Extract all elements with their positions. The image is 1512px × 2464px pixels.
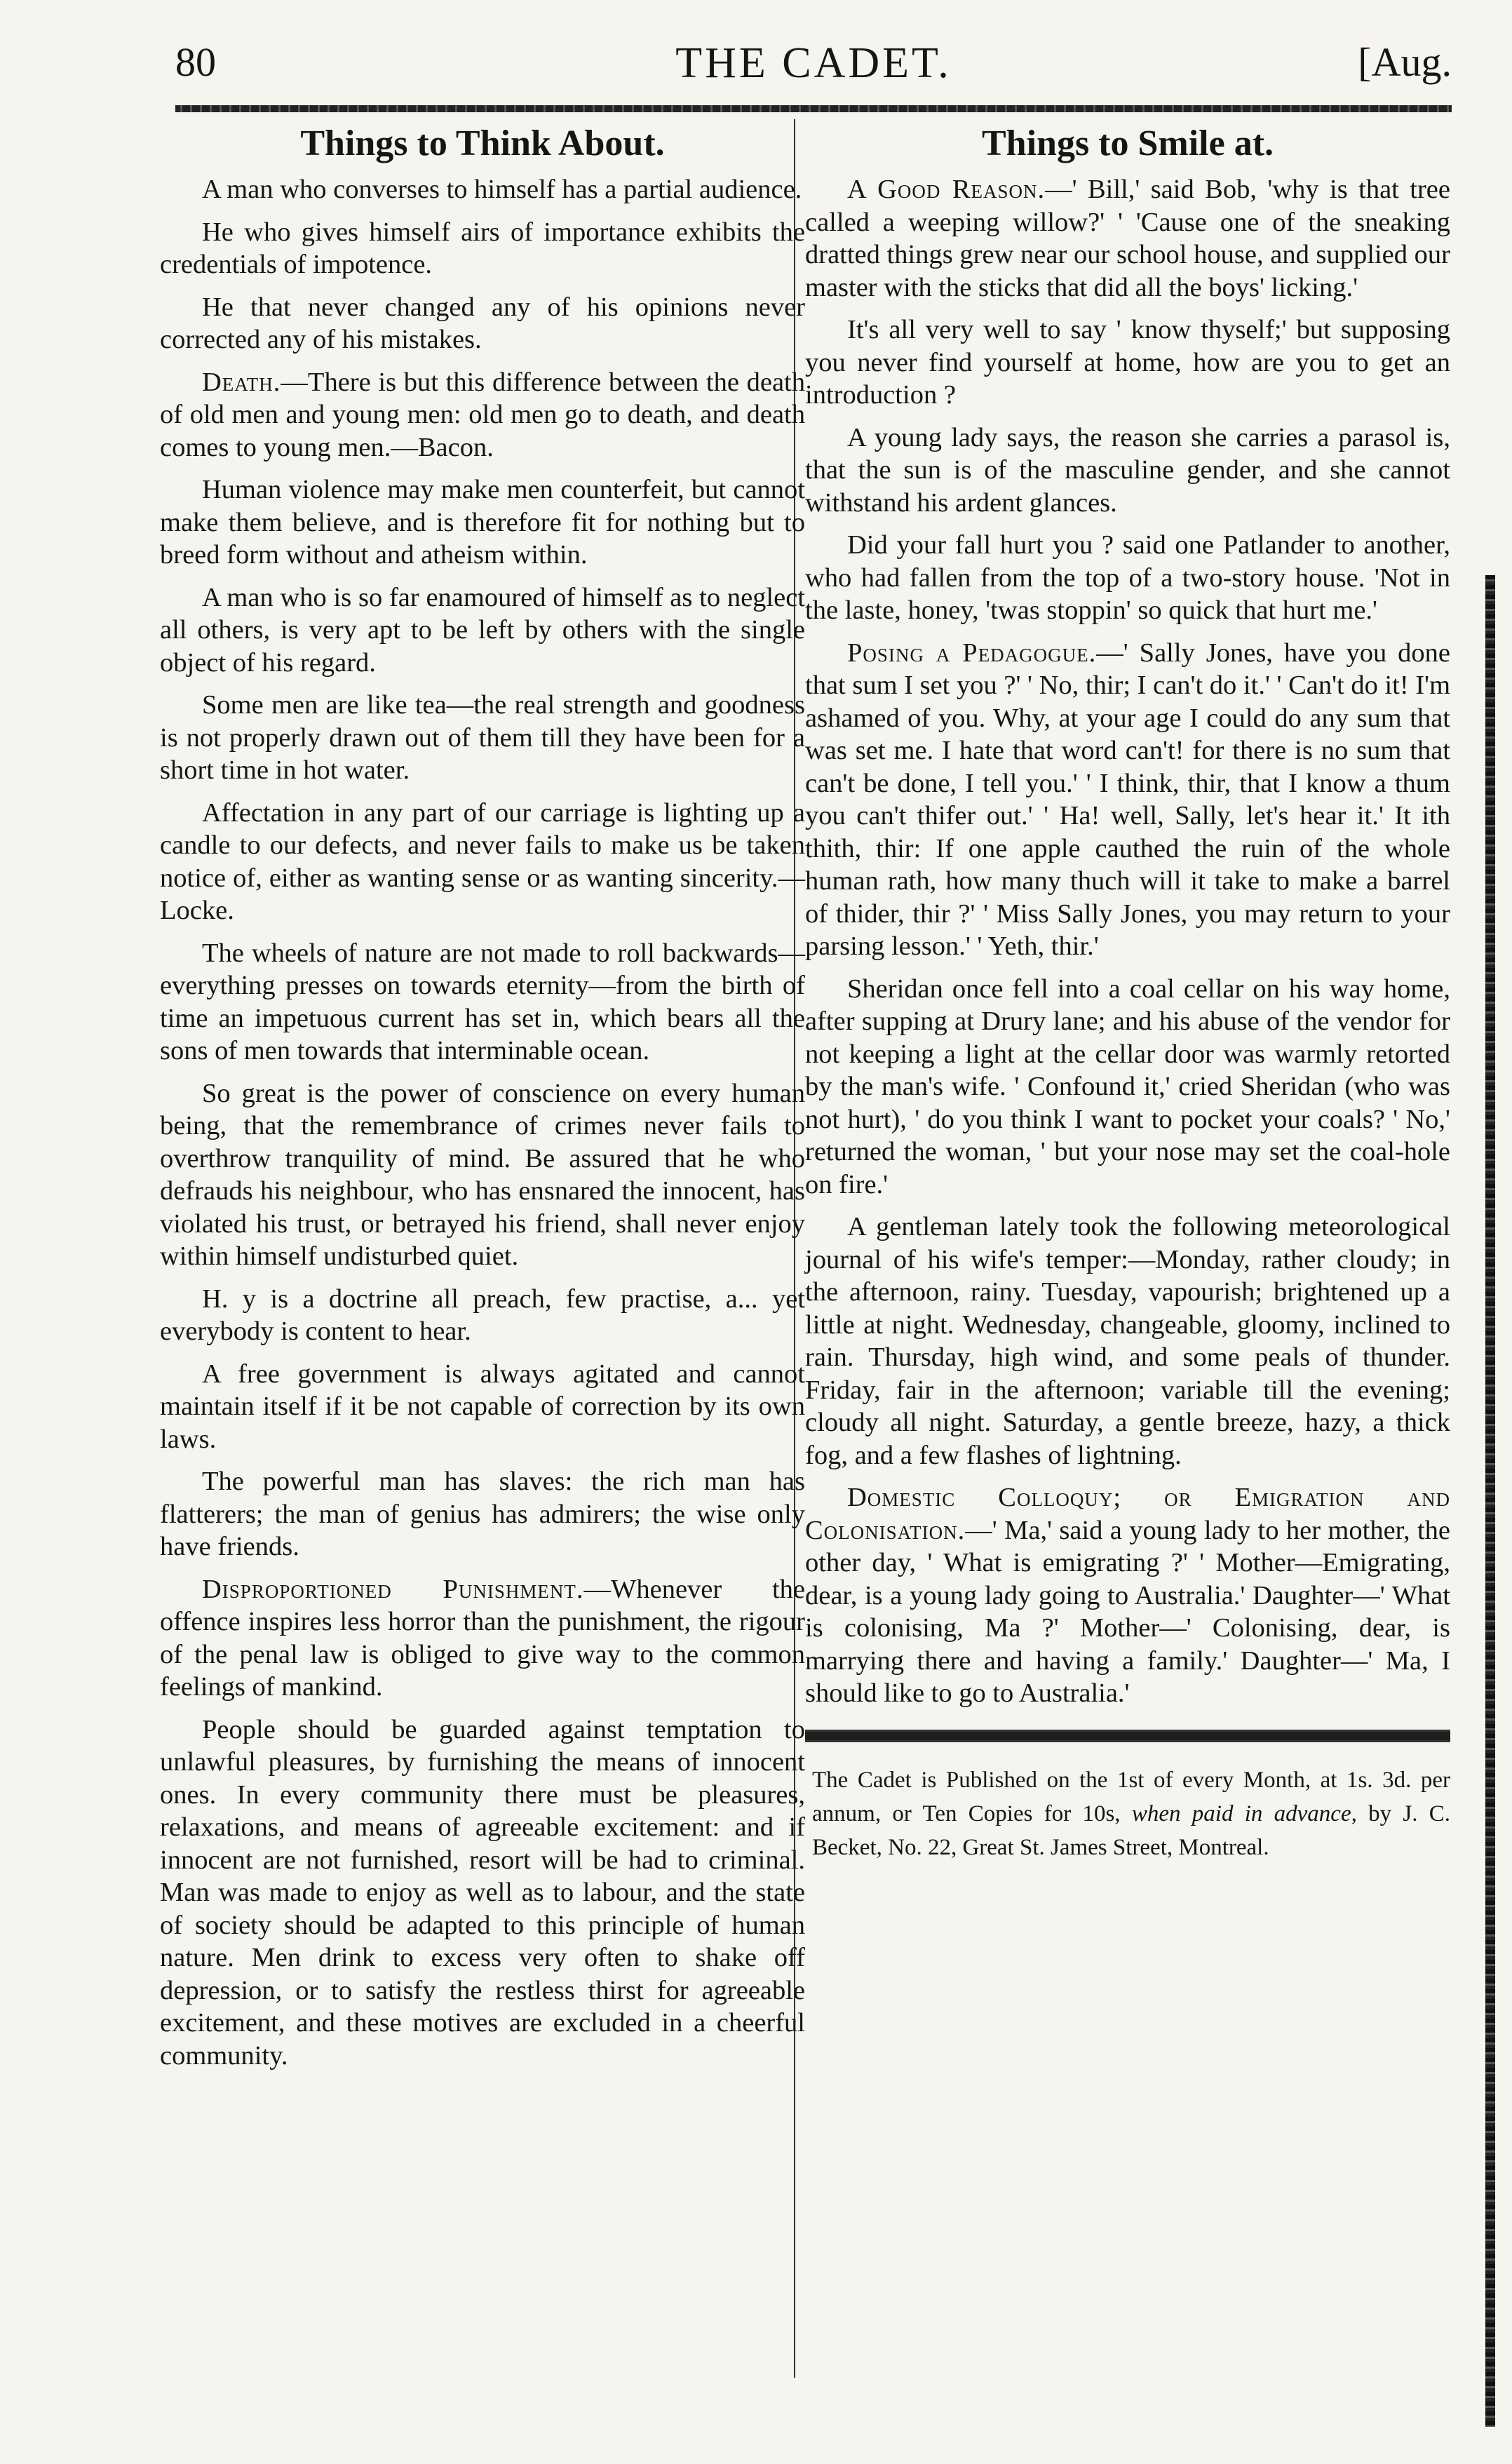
paragraph-lead: Disproportioned Punishment. (202, 1574, 584, 1604)
paragraph-text: —' Ma,' said a young lady to her mother, the other day, ' What is emigrating ?' ' Mother—Emigrating, dear, is a young lady going to Australia.' Daughter—' What is colonising, Ma ?' Mother—' Colonising, dear, is marrying there and having a family.' Daughter—' Ma, I should like to go to Australia.' (805, 1515, 1450, 1708)
paragraph: People should be guarded against temptation to unlawful pleasures, by furnishing the means of innocent ones. In every community there must be pleasures, relaxations, and means of agreeable excitement: and if innocent are not furnished, resort will be had to criminal. Man was made to enjoy as well as to labour, and the state of society should be adapted to this principle of human nature. Men drink to excess very often to shake off depression, or to satisfy the restless thirst for agreeable excitement, and these motives are excluded in a cheerful community. (160, 1714, 805, 2071)
notice-italic: when paid in advance, (1131, 1800, 1357, 1826)
paragraph: Human violence may make men counterfeit, but cannot make them believe, and is therefore fit for nothing but to breed form without and atheism within. (160, 475, 805, 570)
paragraph: The powerful man has slaves: the rich man has flatterers; the man of genius has admirers; the wise only have friends. (160, 1467, 805, 1561)
paragraph: He that never changed any of his opinions never corrected any of his mistakes. (160, 292, 805, 354)
notice-address: by J. C. Becket, No. 22, Great St. James Street, Montreal. (812, 1800, 1451, 1860)
paragraph: A free government is always agitated and cannot maintain itself if it be not capable of correction by its own laws. (160, 1359, 805, 1454)
paragraph: It's all very well to say ' know thyself;' but supposing you never find yourself at home, how are you to get an introduction ? (805, 315, 1450, 410)
paragraph: So great is the power of conscience on every human being, that the remembrance of crimes never fails to overthrow tranquility of mind. Be assured that he who defrauds his neighbour, who has ensnared the innocent, has violated his trust, or betrayed his friend, shall never enjoy within himself undisturbed quiet. (160, 1078, 805, 1271)
left-column-title: Things to Think About. (300, 123, 665, 163)
paragraph-lead: A Good Reason. (847, 175, 1046, 204)
binding-edge (1485, 575, 1495, 2427)
notice-text: The Cadet is Published on the 1st of every Month, at 1s. 3d. per annum, or Ten Copies for 10s, (812, 1767, 1450, 1826)
paragraph: H. y is a doctrine all preach, few practise, a... yet everybody is content to hear. (160, 1284, 805, 1346)
header-rule (175, 105, 1452, 112)
paragraph (805, 637, 1450, 963)
paragraph-text: —' Bill,' said Bob, 'why is that tree called a weeping willow?' ' 'Cause one of the sneaking dratted things grew near our school house, and supplied our master with the sticks that did all the boys' licking.' (805, 175, 1450, 302)
paragraph: A young lady says, the reason she carries a parasol is, that the sun is of the masculine gender, and she cannot withstand his ardent glances. (805, 422, 1450, 518)
paragraph: The wheels of nature are not made to roll backwards—everything presses on towards eternity—from the birth of time an impetuous current has set in, which bears all the sons of men towards that interminable ocean. (160, 938, 805, 1065)
right-column (805, 123, 1450, 1874)
paragraph-text: —' Sally Jones, have you done that sum I set you ?' ' No, thir; I can't do it.' ' Can't do it! I'm ashamed of you. Why, at your age I could do any sum that was set me. I hate that word can't! for there is no sum that can't be done, I tell you.' ' I think, thir, that I know a thum you can't thifer out.' ' Ha! well, Sally, let's hear it.' It ith thith, thir: If one apple cauthed the ruin of the whole human rath, how many thuch will it take to make a barrel of thider, thir ?' ' Miss Sally Jones, you may return to your parsing lesson.' ' Yeth, thir.' (805, 638, 1451, 961)
paragraph: Did your fall hurt you ? said one Patlander to another, who had fallen from the top of a two-story house. 'Not in the laste, honey, 'twas stoppin' so quick that hurt me.' (805, 530, 1450, 625)
publication-notice (805, 1763, 1450, 1864)
paragraph: A gentleman lately took the following meteorological journal of his wife's temper:—Monday, rather cloudy; in the afternoon, rainy. Tuesday, vapourish; brightened up a little at night. Wednesday, changeable, gloomy, inclined to rain. Thursday, high wind, and some peals of thunder. Friday, fair in the afternoon; variable till the evening; cloudy all night. Saturday, a gentle breeze, hazy, a thick fog, and a few flashes of lightning. (805, 1212, 1450, 1470)
paragraph-lead: Posing a Pedagogue. (847, 638, 1097, 668)
paragraph (160, 1573, 805, 1704)
paragraph-text: —There is but this difference between the death of old men and young men: old men go to death, and death comes to young men.—Bacon. (160, 367, 805, 462)
footer-rule (805, 1730, 1450, 1742)
paragraph: A man who converses to himself has a partial audience. (202, 175, 802, 204)
running-title: THE CADET. (675, 39, 952, 87)
paragraph (805, 173, 1450, 304)
paragraph: Sheridan once fell into a coal cellar on his way home, after supping at Drury lane; and his abuse of the vendor for not keeping a light at the cellar door was warmly retorted by the man's wife. ' Confound it,' cried Sheridan (who was not hurt), ' do you think I want to pocket your coals? ' No,' returned the woman, ' but your nose may set the coal-hole on fire.' (805, 974, 1450, 1199)
right-column-title: Things to Smile at. (981, 123, 1274, 163)
paragraph: Some men are like tea—the real strength and goodness is not properly drawn out of them till they have been for a short time in hot water. (160, 690, 805, 785)
paragraph-lead: Domestic Colloquy; or Emigration and Colonisation. (805, 1483, 1450, 1545)
paragraph: He who gives himself airs of importance exhibits the credentials of impotence. (160, 217, 805, 279)
left-column (160, 123, 805, 2082)
paragraph (805, 1481, 1450, 1710)
page-header (175, 39, 1452, 102)
issue-month: [Aug. (1358, 39, 1452, 85)
paragraph (160, 366, 805, 464)
paragraph-lead: Death. (202, 367, 281, 397)
paragraph: A man who is so far enamoured of himself as to neglect all others, is very apt to be left by others with the single object of his regard. (160, 582, 805, 678)
page-number: 80 (175, 39, 216, 85)
paragraph-text: —Whenever the offence inspires less horror than the punishment, the rigour of the penal law is obliged to give way to the common feelings of mankind. (160, 1574, 805, 1702)
paragraph: Affectation in any part of our carriage is lighting up a candle to our defects, and never fails to make us be taken notice of, either as wanting sense or as wanting sincerity.—Locke. (160, 797, 805, 925)
